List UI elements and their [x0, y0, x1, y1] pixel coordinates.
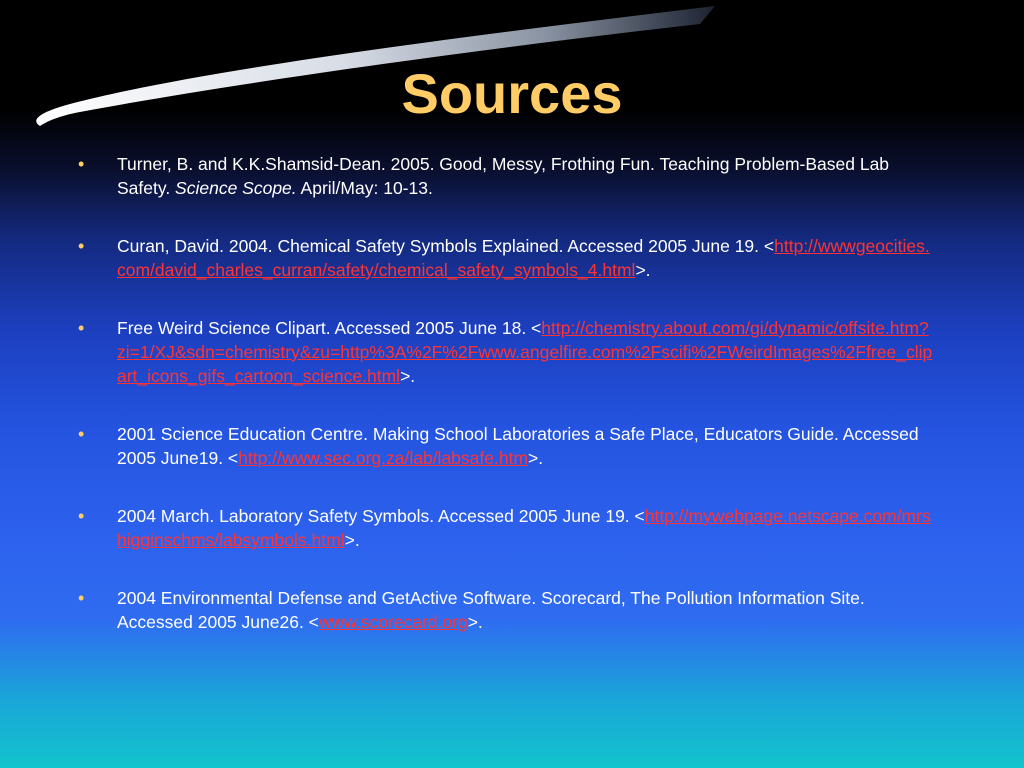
source-link[interactable]: http://mywebpage.netscape.com/mrshigginschms/labsymbols.html [117, 506, 931, 550]
source-item [75, 586, 935, 634]
source-item [75, 422, 935, 470]
source-link[interactable]: http://www.sec.org.za/lab/labsafe.htm [238, 448, 529, 468]
bullet-icon: • [78, 588, 85, 608]
bullet-icon: • [78, 424, 85, 444]
bullet-icon: • [78, 506, 85, 526]
source-link[interactable]: http://chemistry.about.com/gi/dynamic/offsite.htm?zi=1/XJ&sdn=chemistry&zu=http%3A%2F%2Fwww.angelfire.com%2Fscifi%2FWeirdImages%2Ffree_clipart_icons_gifs_cartoon_science.html [117, 318, 933, 386]
source-text: Turner, B. and K.K.Shamsid-Dean. 2005. Good, Messy, Frothing Fun. Teaching Problem-Based Lab Safety. [117, 154, 890, 198]
bullet-icon: • [78, 236, 85, 256]
source-link[interactable]: http://wwwgeocities.com/david_charles_curran/safety/chemical_safety_symbols_4.html [117, 236, 930, 280]
source-text-end: April/May: 10-13. [296, 178, 433, 198]
source-text-end: >. [344, 530, 360, 550]
source-text: Curan, David. 2004. Chemical Safety Symbols Explained. Accessed 2005 June 19. < [117, 236, 775, 256]
source-item [75, 234, 935, 282]
source-text-end: >. [528, 448, 544, 468]
source-text: 2004 March. Laboratory Safety Symbols. Accessed 2005 June 19. < [117, 506, 645, 526]
source-text-end: >. [400, 366, 416, 386]
bullet-icon: • [78, 154, 85, 174]
sources-list [75, 152, 935, 668]
source-text-end: >. [467, 612, 483, 632]
source-item [75, 504, 935, 552]
source-journal: Science Scope. [175, 178, 297, 198]
slide-title: Sources [401, 62, 623, 125]
source-item [75, 316, 935, 388]
source-item [75, 152, 935, 200]
source-text: 2001 Science Education Centre. Making School Laboratories a Safe Place, Educators Guide. Accessed 2005 June19. < [117, 424, 919, 468]
bullet-icon: • [78, 318, 85, 338]
source-text: 2004 Environmental Defense and GetActive Software. Scorecard, The Pollution Information Site. Accessed 2005 June26. < [117, 588, 865, 632]
source-link[interactable]: www.scorecard.org [318, 612, 468, 632]
source-text: Free Weird Science Clipart. Accessed 2005 June 18. < [117, 318, 542, 338]
source-text-end: >. [635, 260, 651, 280]
